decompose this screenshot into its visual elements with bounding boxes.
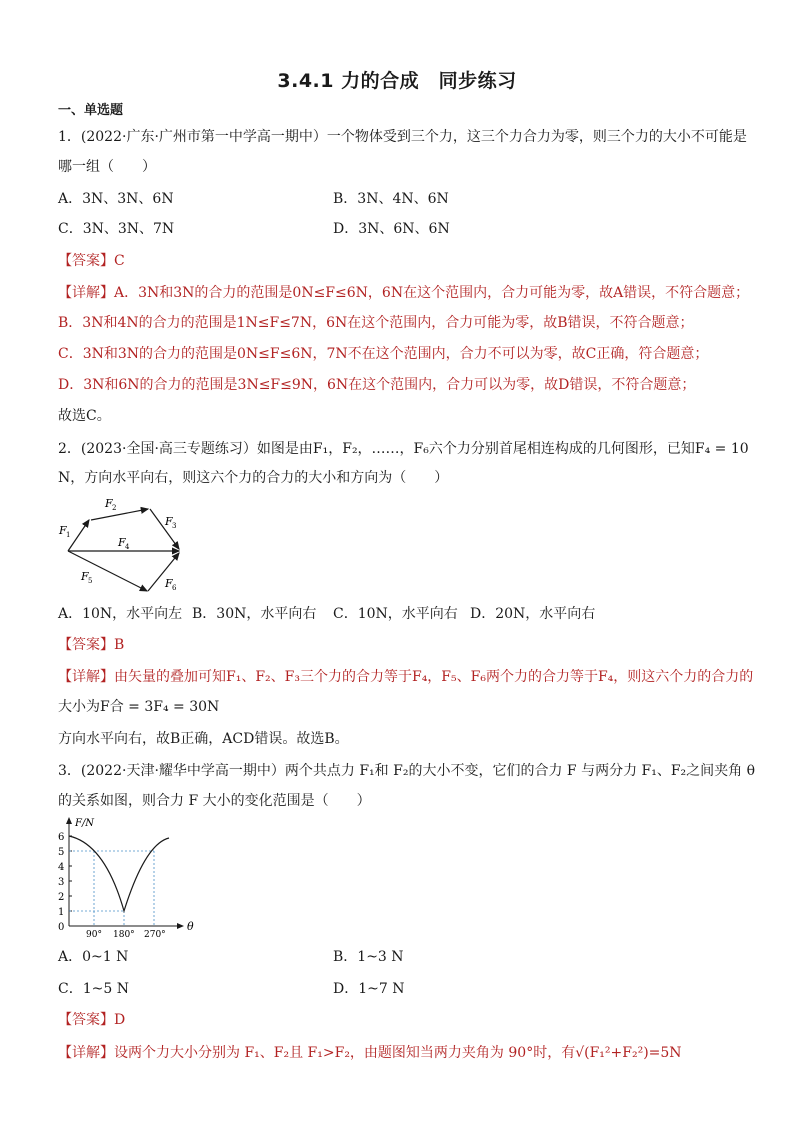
q3-stem-line2: 的关系如图，则合力 F 大小的变化范围是（ ） xyxy=(58,793,371,809)
q2-option-a: A．10N，水平向左 xyxy=(58,606,183,622)
vector-f5 xyxy=(68,551,147,591)
q2-answer: 【答案】B xyxy=(58,637,125,653)
q1-detail-line: B．3N和4N的合力的范围是1N≤F≤7N，6N在这个范围内，合力可能为零，故B错误，不符合题意； xyxy=(58,315,694,331)
svg-text:1: 1 xyxy=(66,531,71,539)
q3-answer: 【答案】D xyxy=(58,1012,126,1028)
q1-answer: 【答案】C xyxy=(58,253,125,269)
dashed-guides xyxy=(69,851,154,926)
q1-stem-line1: 1．(2022·广东·广州市第一中学高一期中）一个物体受到三个力，这三个力合力为零，则三个力的大小不可能是 xyxy=(58,129,747,145)
x-tick-label: 90° xyxy=(86,930,102,939)
y-tick-label: 5 xyxy=(58,847,65,858)
q3-detail-line: 【详解】设两个力大小分别为 F₁、F₂且 F₁>F₂，由题图知当两力夹角为 90°时，有√(F₁²+F₂²)=5N xyxy=(58,1045,682,1061)
q1-detail-line: 【详解】A．3N和3N的合力的范围是0N≤F≤6N，6N在这个范围内，合力可能为零，故A错误，不符合题意； xyxy=(58,285,750,301)
y-tick-label: 4 xyxy=(58,862,65,873)
x-tick-label: 270° xyxy=(144,930,166,939)
y-tick-label: 6 xyxy=(58,832,65,843)
q2-conclusion: 方向水平向右，故B正确，ACD错误。故选B。 xyxy=(58,731,349,747)
q3-option-b: B．1~3 N xyxy=(333,949,404,965)
q2-stem-line2: N，方向水平向右，则这六个力的合力的大小和方向为（ ） xyxy=(58,470,449,486)
q1-stem-line2: 哪一组（ ） xyxy=(58,159,156,175)
vector-f1 xyxy=(68,520,89,551)
q1-option-d: D．3N、6N、6N xyxy=(333,221,450,237)
label-f5: F xyxy=(81,570,89,583)
y-tick-label: 0 xyxy=(58,922,65,933)
label-f1: F xyxy=(59,524,67,537)
q1-option-b: B．3N、4N、6N xyxy=(333,191,449,207)
y-tick-label: 1 xyxy=(58,907,65,918)
svg-text:6: 6 xyxy=(172,584,177,592)
vector-f2 xyxy=(91,509,148,520)
y-tick-label: 3 xyxy=(58,877,65,888)
q3-option-d: D．1~7 N xyxy=(333,981,405,997)
page-title: 3.4.1 力的合成 同步练习 xyxy=(277,70,517,92)
svg-text:2: 2 xyxy=(112,504,117,512)
y-tick-label: 2 xyxy=(58,892,65,903)
section-heading: 一、单选题 xyxy=(58,103,124,118)
q1-option-a: A．3N、3N、6N xyxy=(58,191,174,207)
q2-detail-line: 【详解】由矢量的叠加可知F₁、F₂、F₃三个力的合力等于F₄，F₅、F₆两个力的合力等于F₄，则这六个力的合力的 xyxy=(58,669,754,685)
label-f3: F xyxy=(165,515,173,528)
q1-detail-line: D．3N和6N的合力的范围是3N≤F≤9N，6N在这个范围内，合力可以为零，故D错误，不符合题意； xyxy=(58,377,696,393)
q2-detail-line: 大小为F合 = 3F₄ = 30N xyxy=(58,699,220,715)
label-f2: F xyxy=(105,497,113,510)
force-polygon-figure xyxy=(55,496,195,596)
x-axis-label: θ xyxy=(187,920,194,933)
q2-stem-line1: 2．(2023·全国·高三专题练习）如图是由F₁，F₂，……，F₆六个力分别首尾相连构成的几何图形，已知F₄ = 10 xyxy=(58,441,749,457)
q1-detail-line: C．3N和3N的合力的范围是0N≤F≤6N，7N不在这个范围内，合力不可以为零，故C正确，符合题意； xyxy=(58,346,709,362)
label-f4: F xyxy=(118,536,126,549)
x-tick-label: 180° xyxy=(113,930,135,939)
y-axis-label: F/N xyxy=(75,818,95,829)
force-angle-graph xyxy=(55,814,205,939)
svg-text:4: 4 xyxy=(125,543,130,551)
q2-option-d: D．20N，水平向右 xyxy=(470,606,596,622)
q3-stem-line1: 3．(2022·天津·耀华中学高一期中）两个共点力 F₁和 F₂的大小不变，它们的合力 F 与两分力 F₁、F₂之间夹角 θ xyxy=(58,763,756,779)
q3-option-a: A．0~1 N xyxy=(58,949,129,965)
svg-text:5: 5 xyxy=(88,577,93,585)
q1-conclusion: 故选C。 xyxy=(58,408,111,424)
q3-option-c: C．1~5 N xyxy=(58,981,129,997)
label-f6: F xyxy=(165,577,173,590)
q2-option-c: C．10N，水平向右 xyxy=(333,606,458,622)
q2-option-b: B．30N，水平向右 xyxy=(192,606,317,622)
q1-option-c: C．3N、3N、7N xyxy=(58,221,175,237)
svg-text:3: 3 xyxy=(172,522,177,530)
